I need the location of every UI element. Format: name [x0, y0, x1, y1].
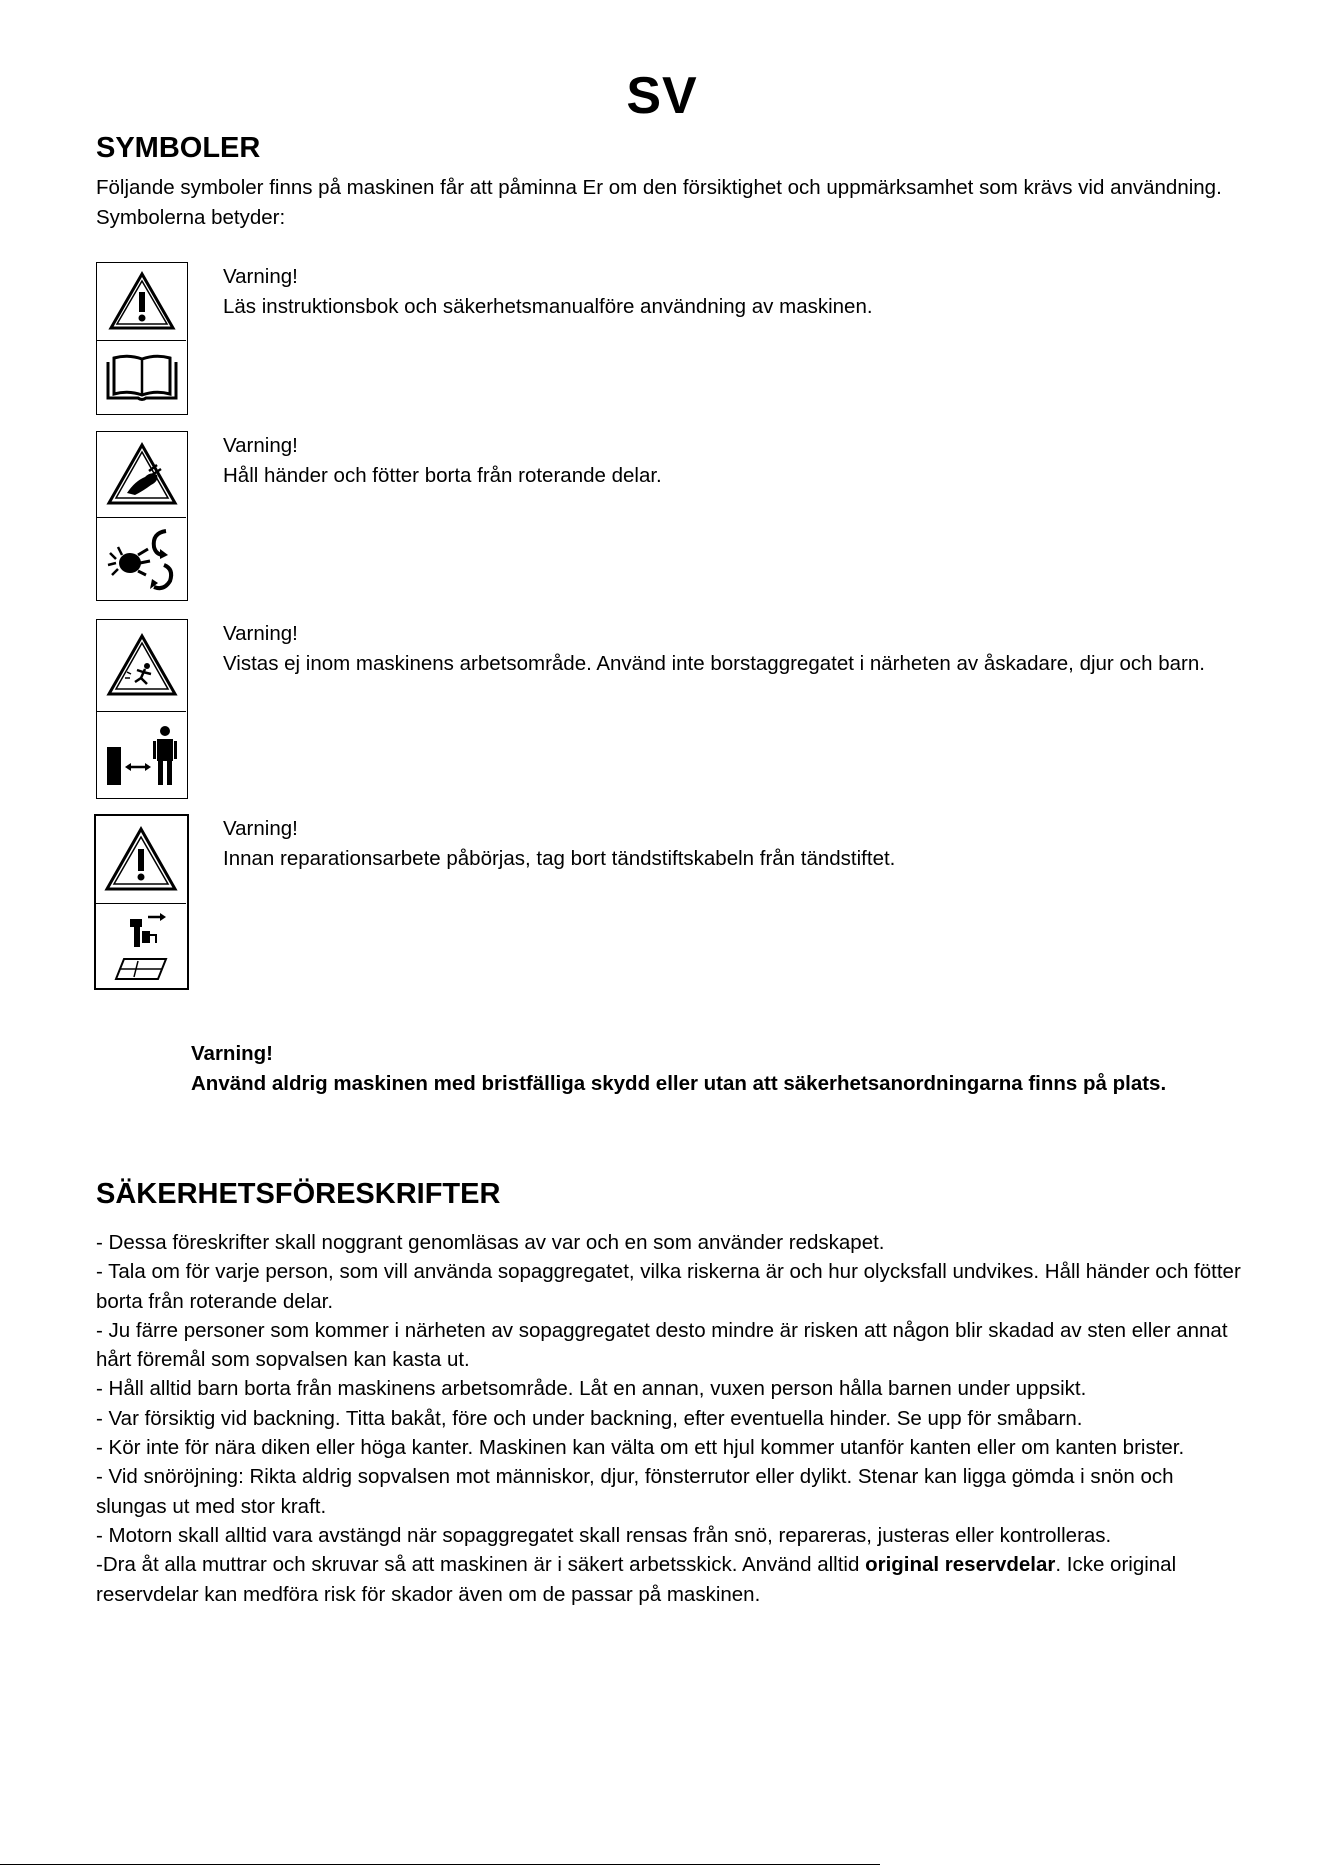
symbol-title: Varning!: [223, 434, 298, 457]
symbol-description: Vistas ej inom maskinens arbetsområde. Använd inte borstaggregatet i närheten av åskadare, djur och barn.: [223, 652, 1205, 675]
symbol-title: Varning!: [223, 817, 298, 840]
warning-triangle-icon: [96, 816, 186, 902]
general-warning-title: Varning!: [191, 1042, 274, 1065]
safety-rule: - Kör inte för nära diken eller höga kanter. Maskinen kan välta om ett hjul kommer utanför kanten eller om kanten brister.: [96, 1436, 1185, 1460]
warning-triangle-icon: [97, 263, 186, 339]
safety-rule: - Dessa föreskrifter skall noggrant genomläsas av var och en som använder redskapet.: [96, 1231, 885, 1254]
instruction-book-icon: [97, 340, 186, 415]
rotating-parts-icon: [97, 517, 186, 601]
rule-text: -Dra åt alla muttrar och skruvar så att maskinen är i säkert arbetsskick. Använd alltid: [96, 1553, 866, 1577]
safety-rule: - Tala om för varje person, som vill använda sopaggregatet, vilka riskerna är och hur olycksfall undvikes. Håll händer och fötter borta från roterande delar.: [96, 1260, 1241, 1313]
rule-emphasis: original reservdelar: [865, 1553, 1056, 1577]
symbol-description: Innan reparationsarbete påbörjas, tag bort tändstiftskabeln från tändstiftet.: [223, 847, 896, 870]
keep-distance-icon: [97, 711, 186, 799]
safety-rule: - Var försiktig vid backning. Titta bakåt, före och under backning, efter eventuella hinder. Se upp för småbarn.: [96, 1406, 1083, 1430]
symbol-description: Håll händer och fötter borta från roterande delar.: [223, 464, 662, 487]
hand-in-rotor-warning-icon: [97, 432, 186, 516]
footer-divider: [0, 1864, 880, 1865]
symbol-description: Läs instruktionsbok och säkerhetsmanualföre användning av maskinen.: [223, 295, 873, 318]
general-warning: [191, 1039, 1231, 1099]
thrown-objects-warning-icon: [97, 620, 186, 710]
safety-rule: - Ju färre personer som kommer i närheten av sopaggregatet desto mindre är risken att någon blir skadad av sten eller annat hårt föremål som sopvalsen kan kasta ut.: [96, 1318, 1228, 1372]
symbols-intro: Följande symboler finns på maskinen får att påminna Er om den försiktighet och uppmärksamhet som krävs vid användning. Symbolerna betyder:: [96, 176, 1222, 229]
symbol-title: Varning!: [223, 622, 298, 645]
safety-rule-spare-parts: [96, 1550, 1246, 1609]
safety-rule: - Vid snöröjning: Rikta aldrig sopvalsen mot människor, djur, fönsterrutor eller dylikt. Stenar kan ligga gömda i snön och slungas ut med stor kraft.: [96, 1465, 1174, 1518]
safety-rule: - Motorn skall alltid vara avstängd när sopaggregatet skall rensas från snö, repareras, justeras eller kontrolleras.: [96, 1523, 1112, 1547]
symbol-box: [96, 431, 188, 601]
symbol-box: [94, 814, 189, 990]
symbol-box: [96, 619, 188, 799]
language-code: SV: [626, 67, 698, 125]
spark-plug-disconnect-icon: [96, 903, 186, 988]
symbols-heading: SYMBOLER: [96, 132, 261, 164]
symbol-title: Varning!: [223, 265, 298, 288]
general-warning-text: Använd aldrig maskinen med bristfälliga skydd eller utan att säkerhetsanordningarna finns på plats.: [191, 1072, 1167, 1095]
symbol-box: [96, 262, 188, 415]
rule-text: . Icke original reservdelar kan medföra risk för skador även om de passar på maskinen.: [96, 1553, 1177, 1606]
safety-rule: - Håll alltid barn borta från maskinens arbetsområde. Låt en annan, vuxen person hålla barnen under uppsikt.: [96, 1377, 1087, 1401]
safety-rules: [96, 1228, 1246, 1609]
safety-heading: SÄKERHETSFÖRESKRIFTER: [96, 1178, 501, 1210]
